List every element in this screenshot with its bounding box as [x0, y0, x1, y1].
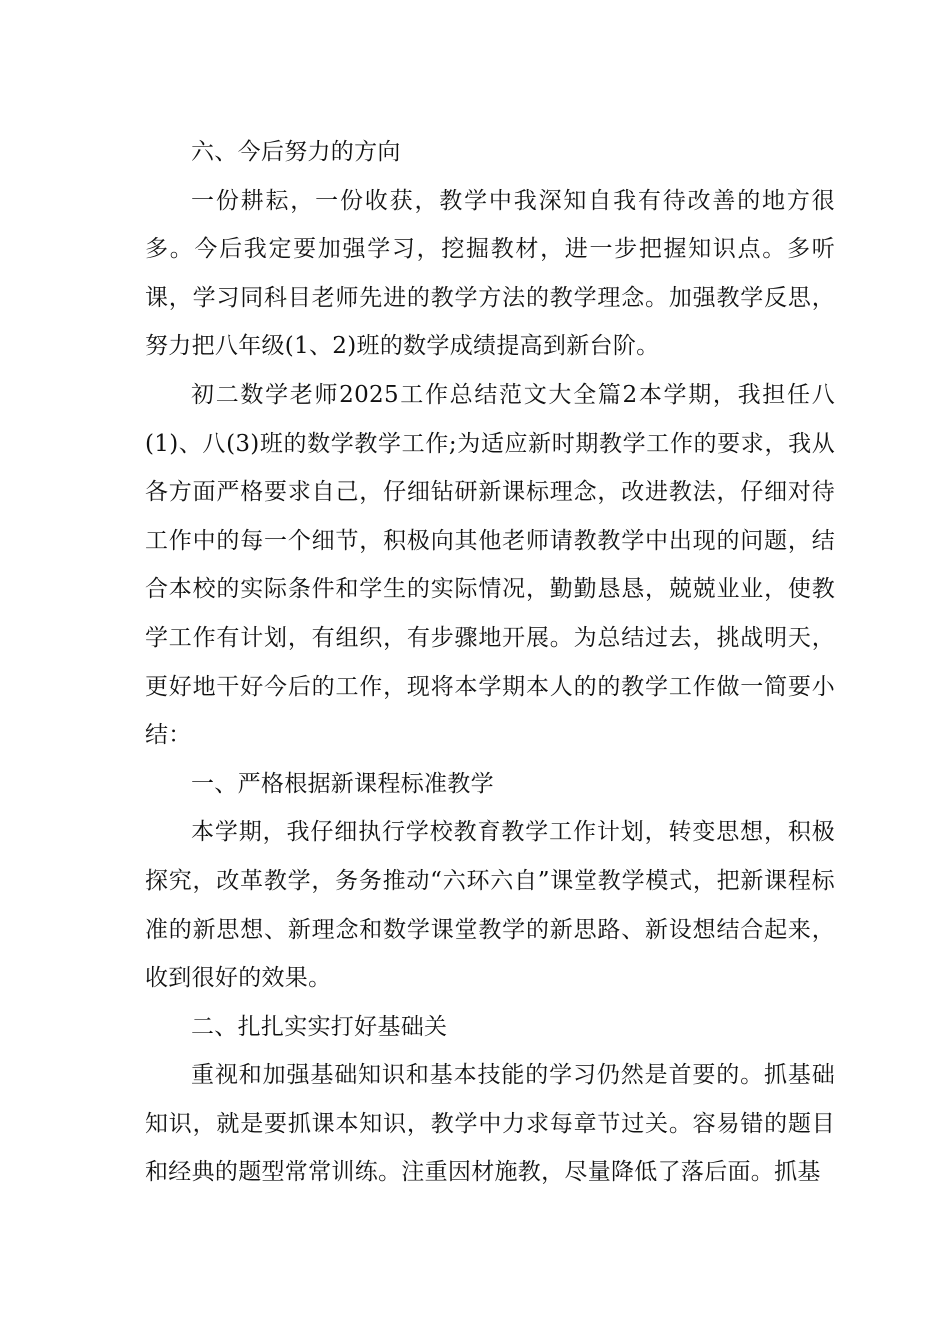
paragraph-curriculum-standard: 本学期，我仔细执行学校教育教学工作计划，转变思想，积极探究，改革教学，务务推动“六环六自”课堂教学模式，把新课程标准的新思想、新理念和数学课堂教学的新思路、新设想结合起来，收到很好的效果。 [145, 819, 835, 992]
section-heading-curriculum-standard: 一、严格根据新课程标准教学 [191, 770, 494, 797]
section-heading-basics: 二、扎扎实实打好基础关 [191, 1013, 448, 1040]
paragraph-summary-intro: 初二数学老师2025工作总结范文大全篇2本学期，我担任八(1)、八(3)班的数学教学工作;为适应新时期教学工作的要求，我从各方面严格要求自己，仔细钻研新课标理念，改进教法，仔细对待工作中的每一个细节，积极向其他老师请教教学中出现的问题，结合本校的实际条件和学生的实际情况，勤勤恳恳，兢兢业业，使教学工作有计划，有组织，有步骤地开展。为总结过去，挑战明天，更好地干好今后的工作，现将本学期本人的的教学工作做一简要小结： [145, 381, 835, 749]
paragraph-basics: 重视和加强基础知识和基本技能的学习仍然是首要的。抓基础知识，就是要抓课本知识，教学中力求每章节过关。容易错的题目和经典的题型常常训练。注重因材施教，尽量降低了落后面。抓基 [145, 1062, 835, 1186]
paragraph-future-direction: 一份耕耘，一份收获，教学中我深知自我有待改善的地方很多。今后我定要加强学习，挖掘教材，进一步把握知识点。多听课，学习同科目老师先进的教学方法的教学理念。加强教学反思，努力把八年级(1、2)班的数学成绩提高到新台阶。 [145, 187, 835, 360]
section-heading-future-direction: 六、今后努力的方向 [191, 139, 401, 165]
document-body [145, 128, 835, 1197]
